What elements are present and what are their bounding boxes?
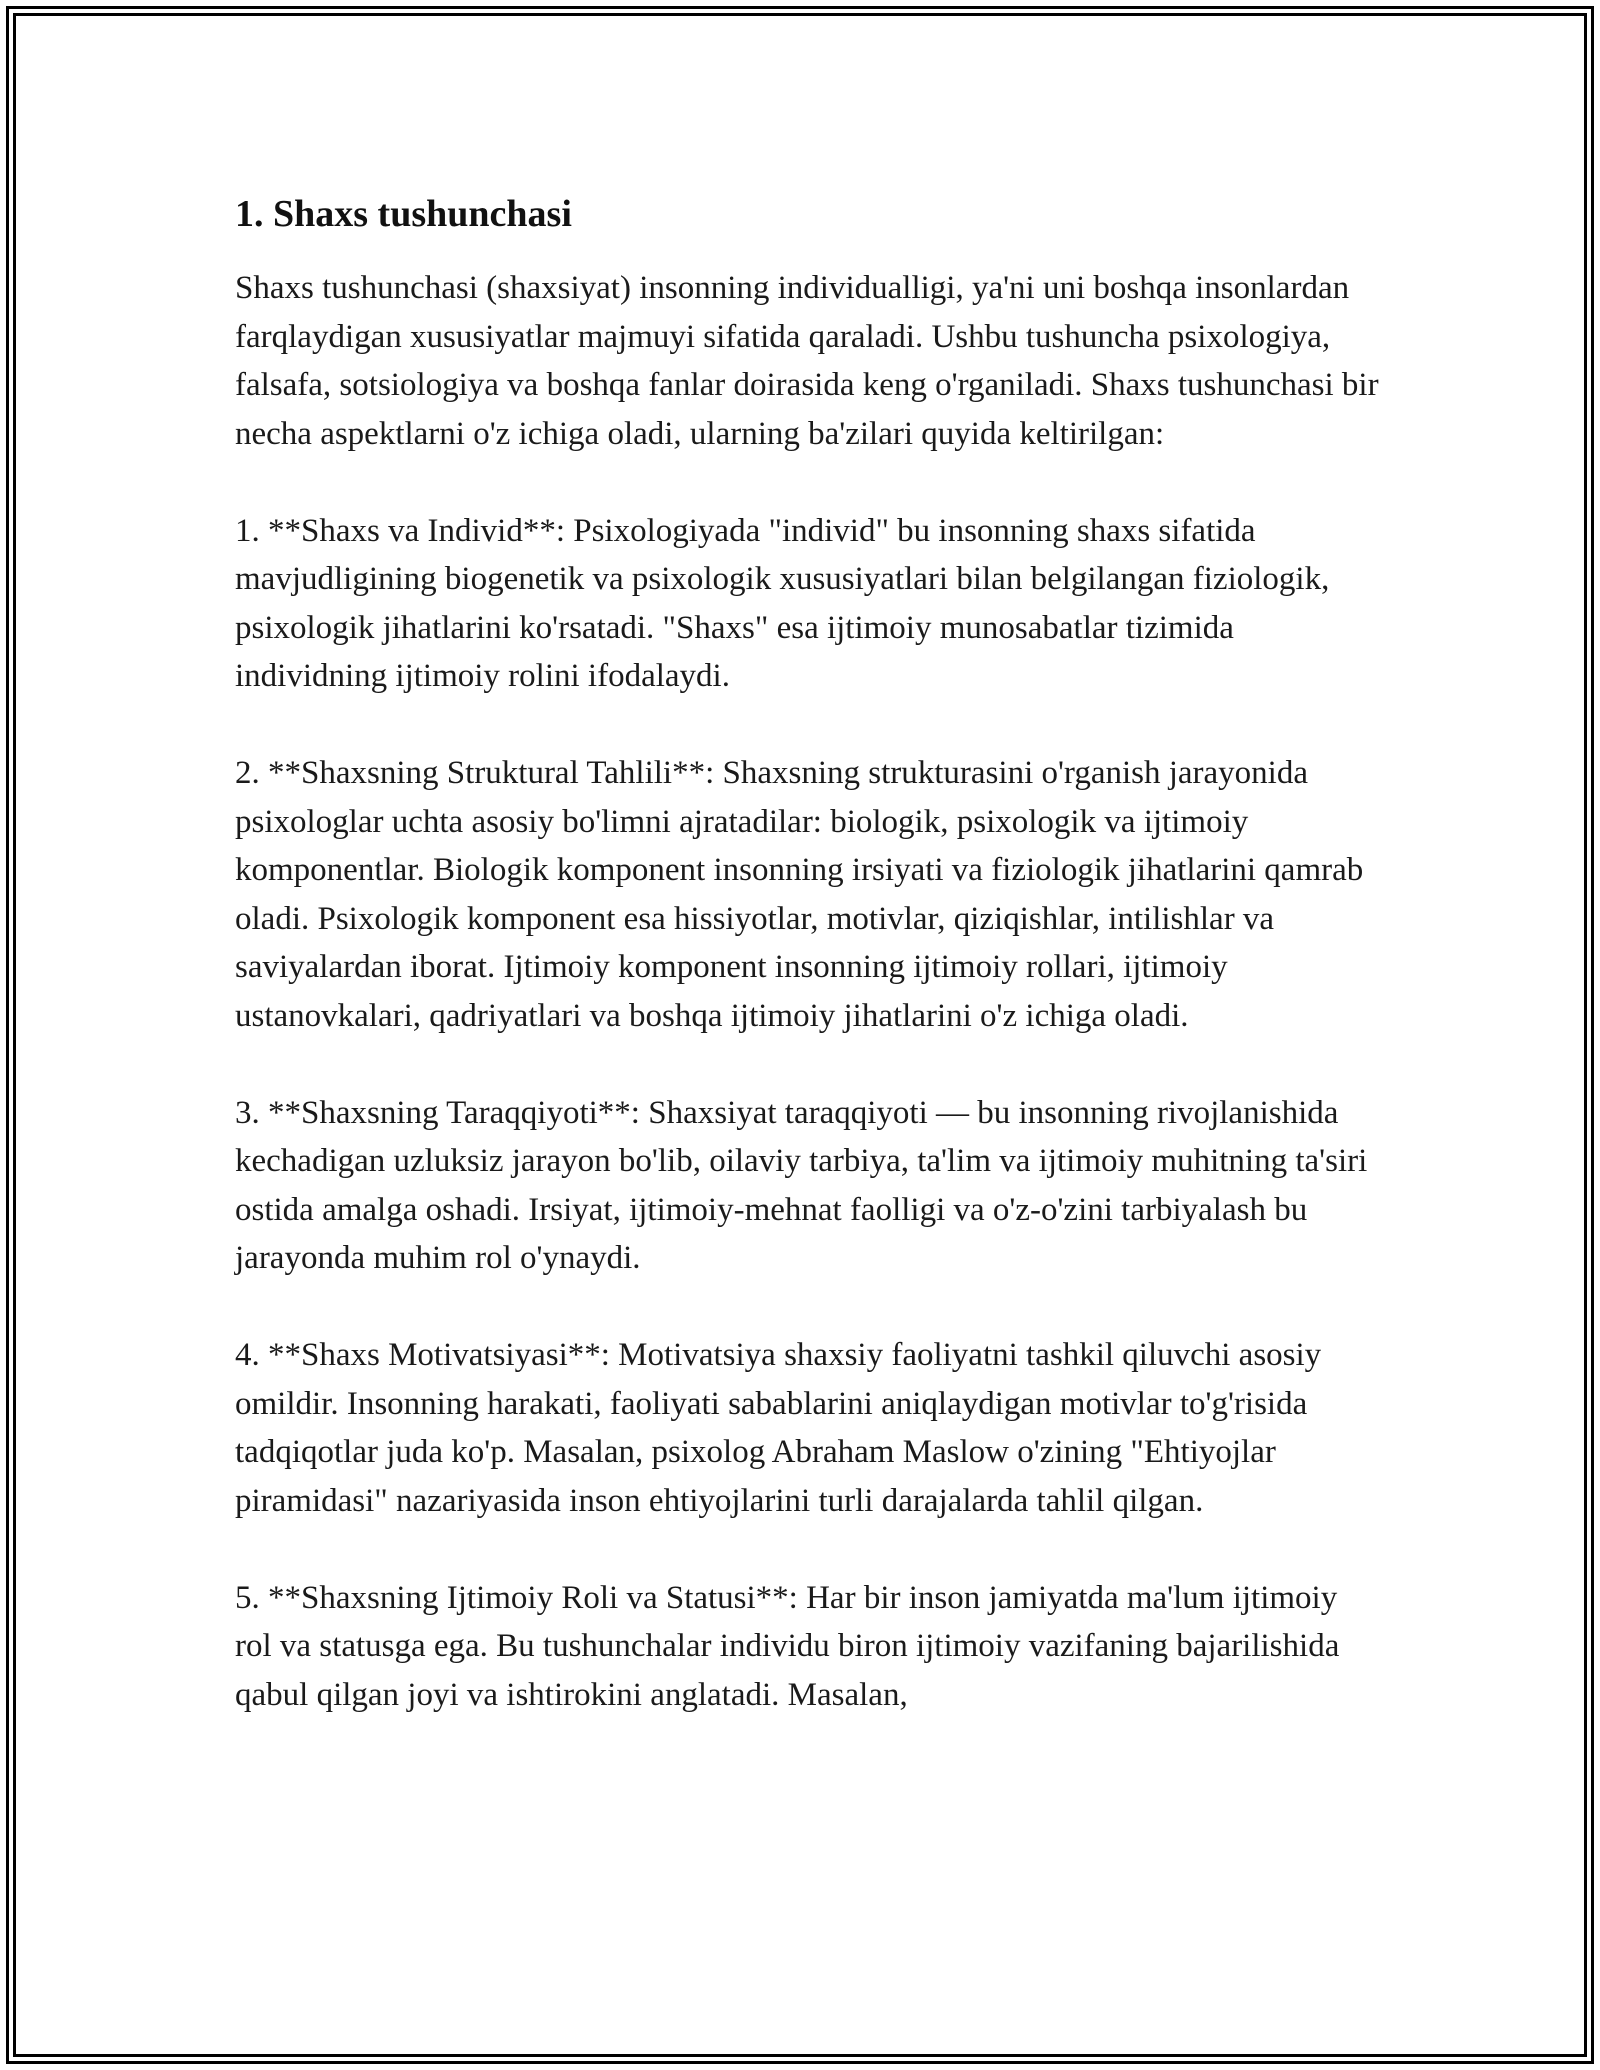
intro-paragraph: Shaxs tushunchasi (shaxsiyat) insonning individualligi, ya'ni uni boshqa insonlardan farqlaydigan xususiyatlar majmuyi sifatida qaraladi. Ushbu tushuncha psixologiya, falsafa, sotsiologiya va boshqa fanlar doirasida keng o'rganiladi. Shaxs tushunchasi bir necha aspektlarni o'z ichiga oladi, ularning ba'zilari quyida keltirilgan:: [235, 270, 1379, 452]
paragraph-ijtimoiy-rol: 5. **Shaxsning Ijtimoiy Roli va Statusi**: Har bir inson jamiyatda ma'lum ijtimoiy rol va statusga ega. Bu tushunchalar individu biron ijtimoiy vazifaning bajarilishida qabul qilgan joyi va ishtirokini anglatadi. Masalan,: [235, 1579, 1340, 1713]
paragraph-struktural-tahlil: 2. **Shaxsning Struktural Tahlili**: Shaxsning strukturasini o'rganish jarayonida psixologlar uchta asosiy bo'limni ajratadilar: biologik, psixologik va ijtimoiy komponentlar. Biologik komponent insonning irsiyati va fiziologik jihatlarini qamrab oladi. Psixologik komponent esa hissiyotlar, motivlar, qiziqishlar, intilishlar va saviyalardan iborat. Ijtimoiy komponent insonning ijtimoiy rollari, ijtimoiy ustanovkalari, qadriyatlari va boshqa ijtimoiy jihatlarini o'z ichiga oladi.: [235, 755, 1364, 1034]
paragraph-shaxs-va-individ: 1. **Shaxs va Individ**: Psixologiyada "individ" bu insonning shaxs sifatida mavjudligining biogenetik va psixologik xususiyatlari bilan belgilangan fiziologik, psixologik jihatlarini ko'rsatadi. "Shaxs" esa ijtimoiy munosabatlar tizimida individning ijtimoiy rolini ifodalaydi.: [235, 512, 1330, 694]
paragraph-taraqqiyot: 3. **Shaxsning Taraqqiyoti**: Shaxsiyat taraqqiyoti — bu insonning rivojlanishida kechadigan uzluksiz jarayon bo'lib, oilaviy tarbiya, ta'lim va ijtimoiy muhitning ta'siri ostida amalga oshadi. Irsiyat, ijtimoiy-mehnat faolligi va o'z-o'zini tarbiyalash bu jarayonda muhim rol o'ynaydi.: [235, 1094, 1368, 1276]
section-title: 1. Shaxs tushunchasi: [235, 193, 572, 235]
document-body: [235, 190, 1380, 1719]
paragraph-motivatsiya: 4. **Shaxs Motivatsiyasi**: Motivatsiya shaxsiy faoliyatni tashkil qiluvchi asosiy omildir. Insonning harakati, faoliyati sabablarini aniqlaydigan motivlar to'g'risida tadqiqotlar juda ko'p. Masalan, psixolog Abraham Maslow o'zining "Ehtiyojlar piramidasi" nazariyasida inson ehtiyojlarini turli darajalarda tahlil qilgan.: [235, 1337, 1322, 1519]
